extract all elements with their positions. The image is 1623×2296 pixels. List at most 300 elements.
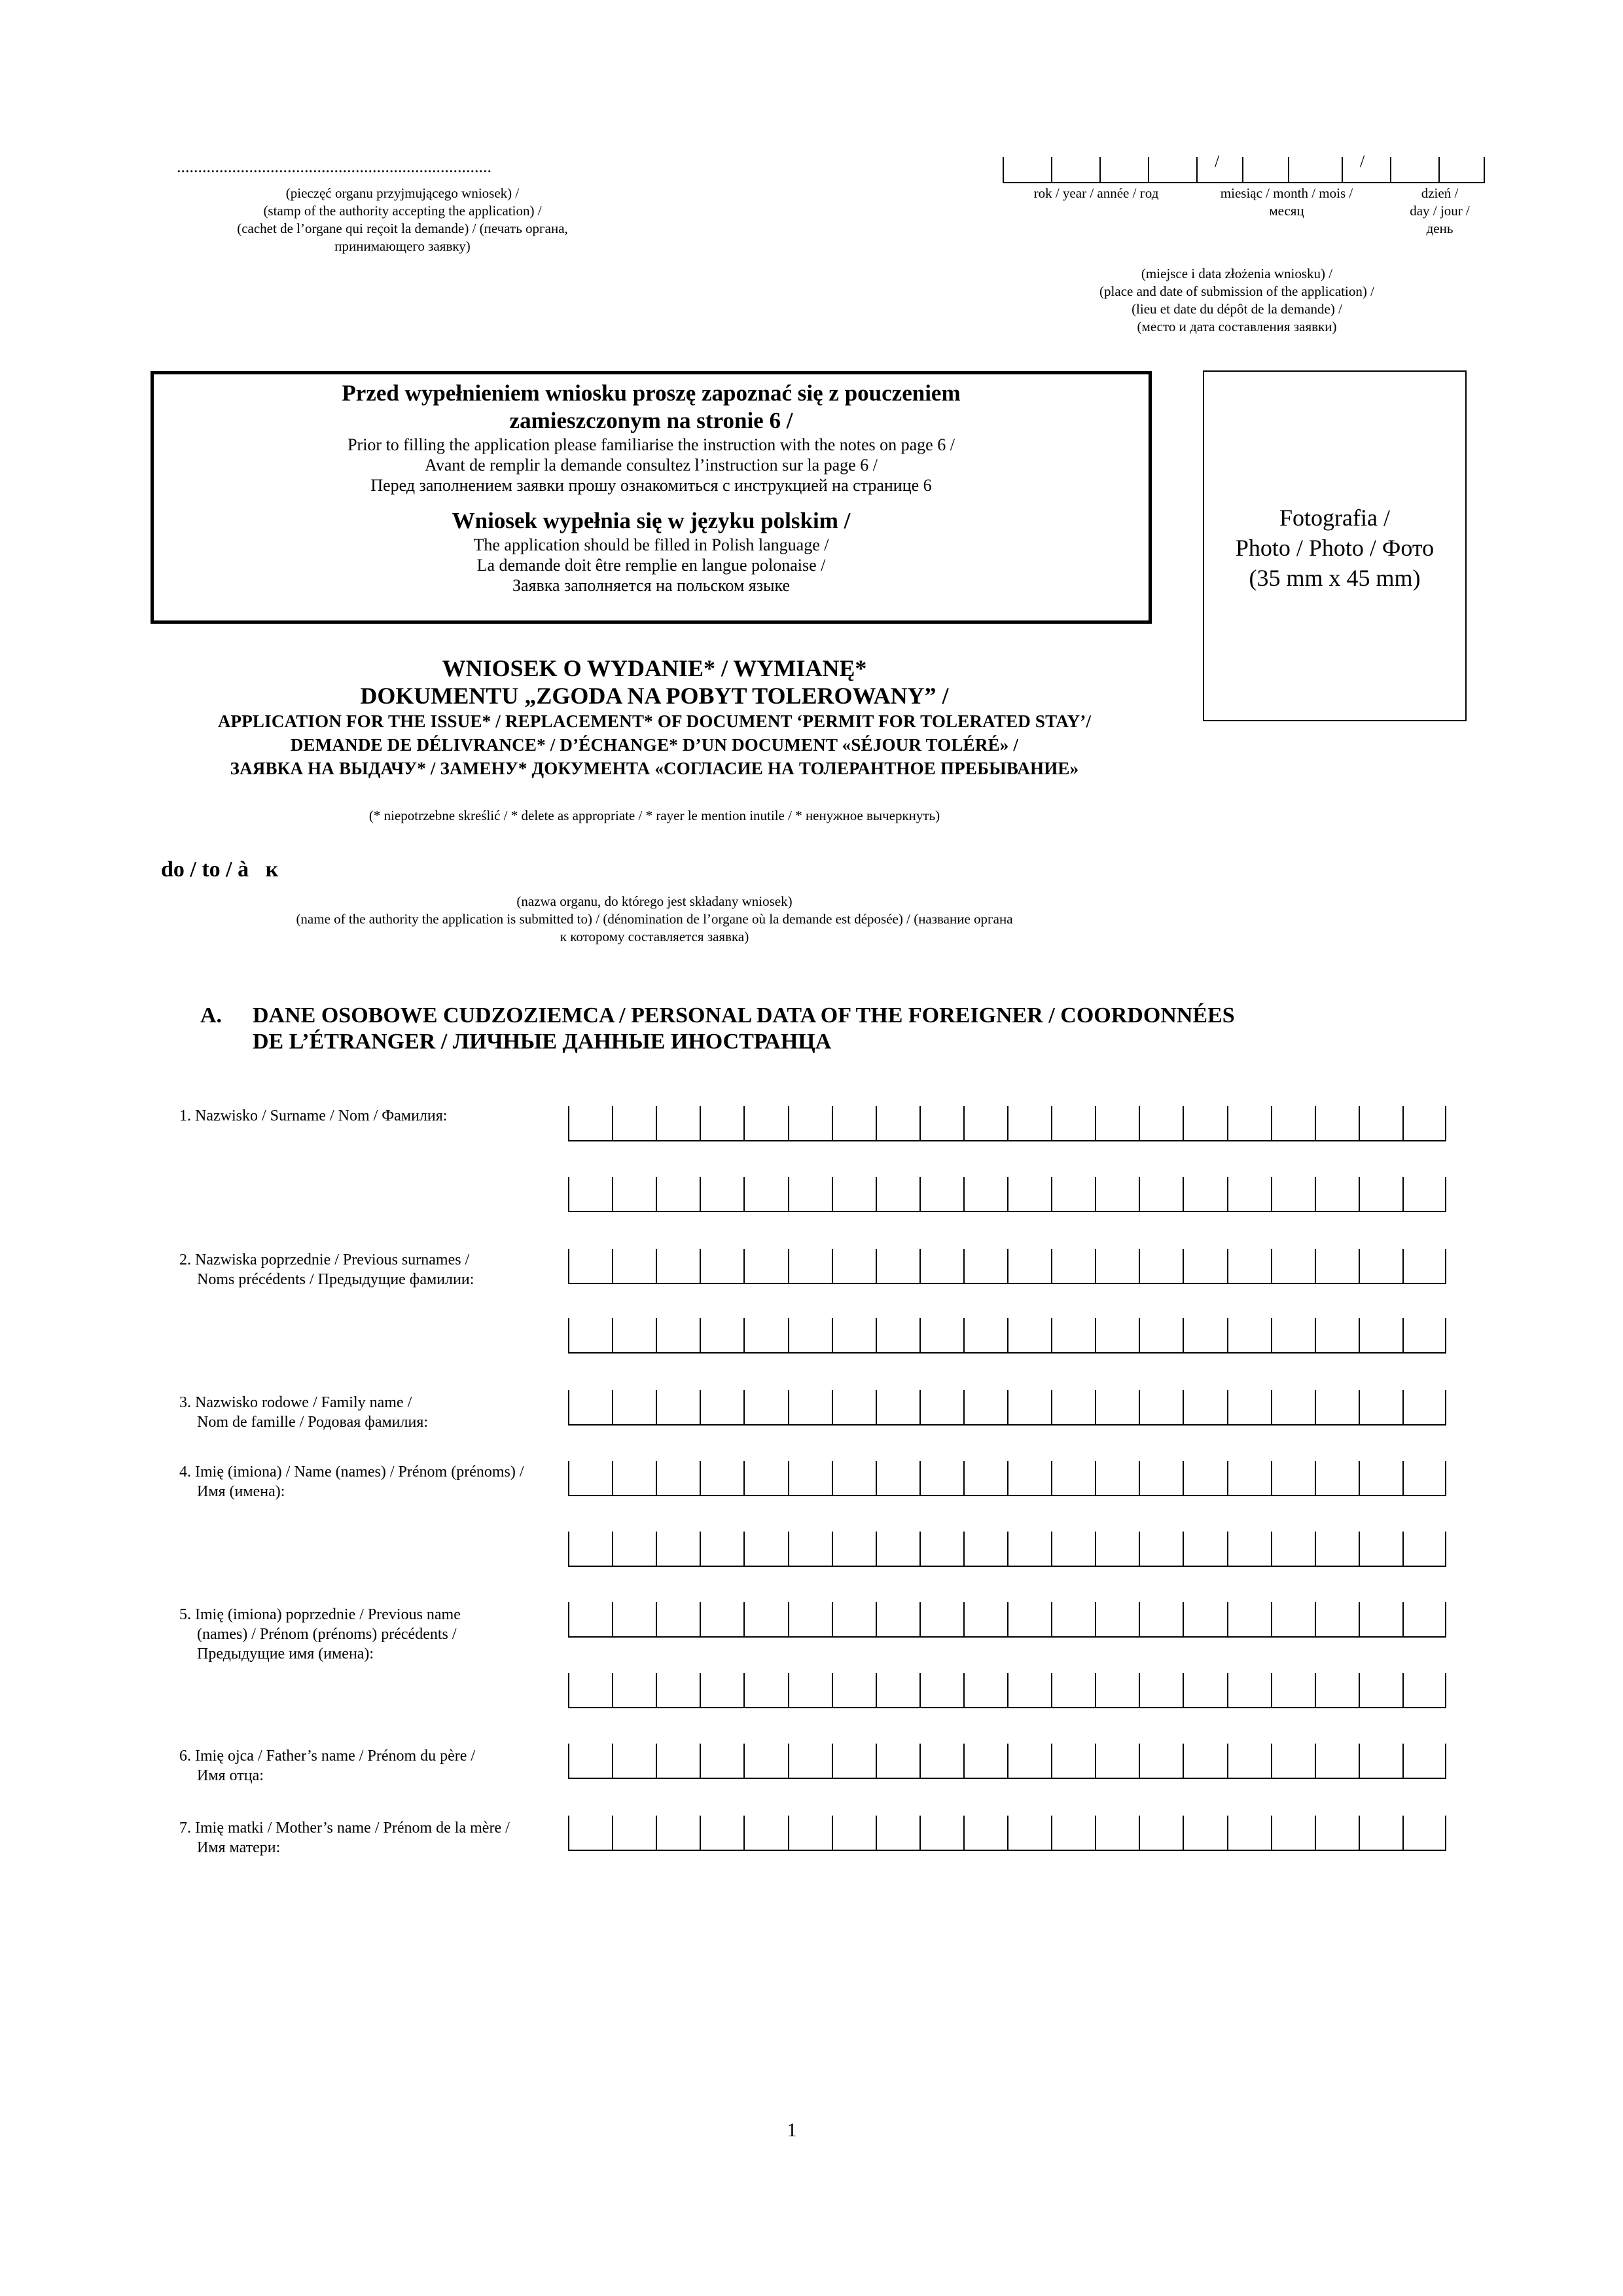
place-caption-line: (место и дата составления заявки) bbox=[1137, 319, 1337, 334]
char-cell-divider bbox=[1445, 1106, 1446, 1140]
instruction-line: Перед заполнением заявки прошу ознакомиться с инструкцией на странице 6 bbox=[370, 476, 932, 495]
char-cell-divider bbox=[1315, 1106, 1316, 1140]
surname-input-row-2[interactable] bbox=[568, 1177, 1446, 1212]
char-cell-divider bbox=[876, 1390, 877, 1424]
instruction-heading: Przed wypełnieniem wniosku proszę zapoznać się z pouczeniem bbox=[342, 380, 961, 406]
instruction-box bbox=[151, 371, 1152, 624]
char-cell-divider bbox=[743, 1177, 745, 1211]
char-cell-divider bbox=[656, 1390, 657, 1424]
place-caption-line: (miejsce i data złożenia wniosku) / bbox=[1141, 266, 1333, 281]
photo-caption bbox=[1204, 503, 1465, 593]
char-cell-divider bbox=[1095, 1249, 1096, 1283]
title-line: APPLICATION FOR THE ISSUE* / REPLACEMENT* OF DOCUMENT ‘PERMIT FOR TOLERATED STAY’/ bbox=[217, 711, 1092, 731]
names-input-row-2[interactable] bbox=[568, 1532, 1446, 1567]
char-cell-divider bbox=[656, 1602, 657, 1636]
char-cell-divider bbox=[919, 1318, 921, 1352]
char-cell-divider bbox=[1359, 1106, 1360, 1140]
char-cell-divider bbox=[1183, 1673, 1184, 1707]
char-cell-divider bbox=[1095, 1461, 1096, 1495]
char-cell-divider bbox=[743, 1318, 745, 1352]
char-cell-divider bbox=[568, 1744, 569, 1778]
date-baseline bbox=[1003, 157, 1485, 183]
field-label-line: Имя матери: bbox=[197, 1839, 281, 1856]
char-cell-divider bbox=[832, 1744, 833, 1778]
stamp-caption-line: принимающего заявку) bbox=[334, 238, 471, 254]
authority-caption-line: к которому составляется заявка) bbox=[560, 929, 749, 944]
place-caption bbox=[1034, 265, 1440, 336]
char-cell-divider bbox=[1183, 1602, 1184, 1636]
date-label-month-line: месяц bbox=[1269, 203, 1304, 219]
char-cell-divider bbox=[1315, 1390, 1316, 1424]
char-cell-divider bbox=[876, 1177, 877, 1211]
char-cell-divider bbox=[1402, 1461, 1404, 1495]
char-cell-divider bbox=[1445, 1390, 1446, 1424]
char-cell-divider bbox=[1271, 1106, 1272, 1140]
title-line: DOKUMENTU „ZGODA NA POBYT TOLEROWANY” / bbox=[360, 683, 949, 709]
date-slash-2: / bbox=[1360, 152, 1365, 171]
char-cell-divider bbox=[1051, 1318, 1052, 1352]
char-cell-divider bbox=[1315, 1816, 1316, 1850]
section-a-letter: A. bbox=[200, 1003, 223, 1028]
char-cell-divider bbox=[1051, 1461, 1052, 1495]
char-cell-divider bbox=[1139, 1390, 1140, 1424]
char-cell-divider bbox=[743, 1461, 745, 1495]
char-cell-divider bbox=[743, 1390, 745, 1424]
field-label-surname bbox=[179, 1106, 447, 1126]
char-cell-divider bbox=[700, 1177, 701, 1211]
char-cell-divider bbox=[1359, 1177, 1360, 1211]
stamp-caption bbox=[177, 185, 628, 255]
char-cell-divider bbox=[1183, 1744, 1184, 1778]
char-cell-divider bbox=[1402, 1318, 1404, 1352]
title-line: DEMANDE DE DÉLIVRANCE* / D’ÉCHANGE* D’UN DOCUMENT «SÉJOUR TOLÉRÉ» / bbox=[290, 735, 1019, 755]
char-cell-divider bbox=[1007, 1177, 1008, 1211]
char-cell-divider bbox=[1315, 1249, 1316, 1283]
char-cell-divider bbox=[963, 1673, 965, 1707]
char-cell-divider bbox=[1095, 1106, 1096, 1140]
field-label-mothers-name bbox=[179, 1818, 510, 1857]
char-cell-divider bbox=[1183, 1390, 1184, 1424]
char-cell-divider bbox=[1139, 1249, 1140, 1283]
char-cell-divider bbox=[1183, 1177, 1184, 1211]
date-cell-divider bbox=[1438, 157, 1440, 182]
field-label-line: 6. Imię ojca / Father’s name / Prénom du père / bbox=[179, 1748, 476, 1765]
field-label-line: 7. Imię matki / Mother’s name / Prénom de la mère / bbox=[179, 1820, 510, 1837]
char-cell-divider bbox=[568, 1390, 569, 1424]
char-cell-divider bbox=[1183, 1461, 1184, 1495]
char-cell-divider bbox=[1051, 1673, 1052, 1707]
char-cell-divider bbox=[1402, 1744, 1404, 1778]
char-cell-divider bbox=[1227, 1673, 1228, 1707]
date-label-day-line: dzień / bbox=[1421, 185, 1459, 201]
char-cell-divider bbox=[1402, 1177, 1404, 1211]
char-cell-divider bbox=[656, 1177, 657, 1211]
char-cell-divider bbox=[1139, 1318, 1140, 1352]
char-cell-divider bbox=[788, 1816, 789, 1850]
char-cell-divider bbox=[1051, 1602, 1052, 1636]
char-cell-divider bbox=[1359, 1673, 1360, 1707]
instruction-line: Prior to filling the application please familiarise the instruction with the notes on page 6 / bbox=[348, 435, 955, 454]
char-cell-divider bbox=[1183, 1106, 1184, 1140]
char-cell-divider bbox=[700, 1106, 701, 1140]
field-label-line: Nom de famille / Родовая фамилия: bbox=[197, 1414, 429, 1431]
char-cell-divider bbox=[1227, 1249, 1228, 1283]
field-label-family-name bbox=[179, 1393, 428, 1432]
surname-input-row-1[interactable] bbox=[568, 1106, 1446, 1141]
fathers-name-input-row[interactable] bbox=[568, 1744, 1446, 1779]
char-cell-divider bbox=[963, 1390, 965, 1424]
char-cell-divider bbox=[963, 1106, 965, 1140]
char-cell-divider bbox=[568, 1318, 569, 1352]
char-cell-divider bbox=[743, 1816, 745, 1850]
delete-note: (* niepotrzebne skreślić / * delete as appropriate / * rayer le mention inutile / * ненужное вычеркнуть) bbox=[368, 808, 940, 823]
char-cell-divider bbox=[832, 1177, 833, 1211]
char-cell-divider bbox=[919, 1744, 921, 1778]
char-cell-divider bbox=[963, 1532, 965, 1566]
char-cell-divider bbox=[700, 1249, 701, 1283]
char-cell-divider bbox=[1271, 1249, 1272, 1283]
char-cell-divider bbox=[1227, 1390, 1228, 1424]
char-cell-divider bbox=[876, 1602, 877, 1636]
char-cell-divider bbox=[1227, 1318, 1228, 1352]
char-cell-divider bbox=[743, 1602, 745, 1636]
stamp-dots: .......................................................................... bbox=[177, 157, 491, 176]
char-cell-divider bbox=[1007, 1602, 1008, 1636]
place-caption-line: (lieu et date du dépôt de la demande) / bbox=[1132, 301, 1342, 317]
application-title bbox=[118, 655, 1191, 780]
char-cell-divider bbox=[1445, 1816, 1446, 1850]
char-cell-divider bbox=[656, 1673, 657, 1707]
char-cell-divider bbox=[1445, 1532, 1446, 1566]
char-cell-divider bbox=[1183, 1816, 1184, 1850]
char-cell-divider bbox=[832, 1602, 833, 1636]
char-cell-divider bbox=[612, 1532, 613, 1566]
char-cell-divider bbox=[1095, 1602, 1096, 1636]
date-label-day-line: day / jour / bbox=[1410, 203, 1470, 219]
char-cell-divider bbox=[743, 1532, 745, 1566]
date-cell-divider bbox=[1196, 157, 1198, 182]
char-cell-divider bbox=[1051, 1532, 1052, 1566]
char-cell-divider bbox=[1139, 1106, 1140, 1140]
char-cell-divider bbox=[963, 1177, 965, 1211]
char-cell-divider bbox=[963, 1602, 965, 1636]
date-cell-divider bbox=[1148, 157, 1149, 182]
char-cell-divider bbox=[1227, 1744, 1228, 1778]
char-cell-divider bbox=[1183, 1532, 1184, 1566]
char-cell-divider bbox=[1007, 1390, 1008, 1424]
char-cell-divider bbox=[1007, 1461, 1008, 1495]
char-cell-divider bbox=[1402, 1673, 1404, 1707]
photo-caption-line: (35 mm x 45 mm) bbox=[1249, 565, 1421, 591]
char-cell-divider bbox=[1445, 1673, 1446, 1707]
char-cell-divider bbox=[1051, 1816, 1052, 1850]
char-cell-divider bbox=[1445, 1744, 1446, 1778]
char-cell-divider bbox=[1271, 1318, 1272, 1352]
char-cell-divider bbox=[788, 1106, 789, 1140]
date-right-edge bbox=[1484, 157, 1485, 182]
char-cell-divider bbox=[1139, 1532, 1140, 1566]
char-cell-divider bbox=[1095, 1816, 1096, 1850]
char-cell-divider bbox=[1139, 1177, 1140, 1211]
char-cell-divider bbox=[919, 1816, 921, 1850]
authority-caption-line: (name of the authority the application is submitted to) / (dénomination de l’organe où la demande est déposée) / (название органа bbox=[296, 911, 1013, 927]
char-cell-divider bbox=[1139, 1744, 1140, 1778]
language-line: La demande doit être remplie en langue polonaise / bbox=[476, 556, 826, 575]
char-cell-divider bbox=[1315, 1461, 1316, 1495]
char-cell-divider bbox=[788, 1532, 789, 1566]
char-cell-divider bbox=[568, 1106, 569, 1140]
char-cell-divider bbox=[743, 1106, 745, 1140]
char-cell-divider bbox=[1227, 1461, 1228, 1495]
date-label-day-line: день bbox=[1426, 221, 1454, 236]
date-slash-1: / bbox=[1215, 152, 1220, 171]
field-label-previous-surnames bbox=[179, 1250, 474, 1289]
char-cell-divider bbox=[568, 1461, 569, 1495]
char-cell-divider bbox=[568, 1249, 569, 1283]
section-a-title bbox=[253, 1003, 1431, 1055]
char-cell-divider bbox=[1271, 1390, 1272, 1424]
photo-caption-line: Fotografia / bbox=[1279, 505, 1390, 531]
char-cell-divider bbox=[919, 1390, 921, 1424]
char-cell-divider bbox=[700, 1602, 701, 1636]
stamp-caption-line: (pieczęć organu przyjmującego wniosek) / bbox=[285, 185, 520, 201]
char-cell-divider bbox=[963, 1249, 965, 1283]
char-cell-divider bbox=[1315, 1602, 1316, 1636]
char-cell-divider bbox=[568, 1673, 569, 1707]
char-cell-divider bbox=[1007, 1318, 1008, 1352]
char-cell-divider bbox=[1007, 1816, 1008, 1850]
char-cell-divider bbox=[1402, 1106, 1404, 1140]
mothers-name-input-row[interactable] bbox=[568, 1816, 1446, 1851]
char-cell-divider bbox=[1139, 1602, 1140, 1636]
char-cell-divider bbox=[1051, 1249, 1052, 1283]
char-cell-divider bbox=[743, 1673, 745, 1707]
char-cell-divider bbox=[1445, 1461, 1446, 1495]
char-cell-divider bbox=[788, 1318, 789, 1352]
char-cell-divider bbox=[612, 1461, 613, 1495]
stamp-caption-line: (stamp of the authority accepting the application) / bbox=[263, 203, 542, 219]
char-cell-divider bbox=[919, 1106, 921, 1140]
char-cell-divider bbox=[1095, 1390, 1096, 1424]
char-cell-divider bbox=[919, 1249, 921, 1283]
char-cell-divider bbox=[1402, 1816, 1404, 1850]
char-cell-divider bbox=[919, 1177, 921, 1211]
char-cell-divider bbox=[1139, 1816, 1140, 1850]
char-cell-divider bbox=[1095, 1177, 1096, 1211]
char-cell-divider bbox=[568, 1177, 569, 1211]
date-cell-divider bbox=[1342, 157, 1343, 182]
char-cell-divider bbox=[1095, 1744, 1096, 1778]
char-cell-divider bbox=[1271, 1744, 1272, 1778]
char-cell-divider bbox=[832, 1249, 833, 1283]
char-cell-divider bbox=[832, 1816, 833, 1850]
char-cell-divider bbox=[1007, 1673, 1008, 1707]
field-label-line: 3. Nazwisko rodowe / Family name / bbox=[179, 1394, 412, 1411]
char-cell-divider bbox=[1359, 1390, 1360, 1424]
char-cell-divider bbox=[1315, 1318, 1316, 1352]
char-cell-divider bbox=[1402, 1602, 1404, 1636]
char-cell-divider bbox=[1359, 1249, 1360, 1283]
section-a-title-line: DANE OSOBOWE CUDZOZIEMCA / PERSONAL DATA OF THE FOREIGNER / COORDONNÉES bbox=[253, 1003, 1235, 1028]
authority-label: do / to / à к bbox=[161, 857, 279, 882]
char-cell-divider bbox=[656, 1318, 657, 1352]
char-cell-divider bbox=[788, 1602, 789, 1636]
char-cell-divider bbox=[1007, 1106, 1008, 1140]
char-cell-divider bbox=[832, 1318, 833, 1352]
char-cell-divider bbox=[1359, 1461, 1360, 1495]
date-cell-divider bbox=[1003, 157, 1004, 182]
char-cell-divider bbox=[700, 1532, 701, 1566]
char-cell-divider bbox=[743, 1744, 745, 1778]
char-cell-divider bbox=[1359, 1744, 1360, 1778]
char-cell-divider bbox=[700, 1461, 701, 1495]
char-cell-divider bbox=[788, 1673, 789, 1707]
char-cell-divider bbox=[1445, 1177, 1446, 1211]
field-label-line: Предыдущие имя (имена): bbox=[197, 1645, 374, 1662]
char-cell-divider bbox=[963, 1318, 965, 1352]
char-cell-divider bbox=[1445, 1602, 1446, 1636]
date-label-month-line: miesiąc / month / mois / bbox=[1220, 185, 1353, 201]
date-label-month bbox=[1208, 185, 1365, 220]
char-cell-divider bbox=[788, 1249, 789, 1283]
char-cell-divider bbox=[1402, 1532, 1404, 1566]
title-line: ЗАЯВКА НА ВЫДАЧУ* / ЗАМЕНУ* ДОКУМЕНТА «СОГЛАСИЕ НА ТОЛЕРАНТНОЕ ПРЕБЫВАНИЕ» bbox=[230, 759, 1079, 778]
field-label-previous-names bbox=[179, 1605, 461, 1664]
char-cell-divider bbox=[612, 1673, 613, 1707]
field-label-line: Noms précédents / Предыдущие фамилии: bbox=[197, 1271, 474, 1288]
char-cell-divider bbox=[1315, 1532, 1316, 1566]
char-cell-divider bbox=[788, 1390, 789, 1424]
char-cell-divider bbox=[1139, 1461, 1140, 1495]
char-cell-divider bbox=[1359, 1816, 1360, 1850]
char-cell-divider bbox=[743, 1249, 745, 1283]
photo-caption-line: Photo / Photo / Фото bbox=[1235, 535, 1435, 561]
char-cell-divider bbox=[832, 1532, 833, 1566]
char-cell-divider bbox=[1007, 1532, 1008, 1566]
char-cell-divider bbox=[1271, 1673, 1272, 1707]
char-cell-divider bbox=[1227, 1602, 1228, 1636]
char-cell-divider bbox=[612, 1318, 613, 1352]
char-cell-divider bbox=[1359, 1532, 1360, 1566]
char-cell-divider bbox=[656, 1532, 657, 1566]
char-cell-divider bbox=[1359, 1602, 1360, 1636]
char-cell-divider bbox=[876, 1816, 877, 1850]
char-cell-divider bbox=[1095, 1673, 1096, 1707]
field-label-line: 4. Imię (imiona) / Name (names) / Prénom (prénoms) / bbox=[179, 1463, 524, 1480]
date-label-year: rok / year / année / год bbox=[1033, 185, 1159, 201]
char-cell-divider bbox=[1315, 1177, 1316, 1211]
char-cell-divider bbox=[1095, 1532, 1096, 1566]
char-cell-divider bbox=[1402, 1249, 1404, 1283]
char-cell-divider bbox=[919, 1461, 921, 1495]
char-cell-divider bbox=[656, 1816, 657, 1850]
char-cell-divider bbox=[876, 1106, 877, 1140]
photo-box[interactable] bbox=[1203, 370, 1467, 721]
char-cell-divider bbox=[700, 1318, 701, 1352]
char-cell-divider bbox=[568, 1602, 569, 1636]
date-cell-divider bbox=[1288, 157, 1289, 182]
previous-surnames-input-row-1[interactable] bbox=[568, 1249, 1446, 1284]
char-cell-divider bbox=[1007, 1744, 1008, 1778]
char-cell-divider bbox=[1445, 1249, 1446, 1283]
date-cell-divider bbox=[1099, 157, 1101, 182]
language-line: Заявка заполняется на польском языке bbox=[512, 576, 791, 595]
char-cell-divider bbox=[876, 1673, 877, 1707]
char-cell-divider bbox=[1359, 1318, 1360, 1352]
char-cell-divider bbox=[788, 1461, 789, 1495]
field-label-line: 5. Imię (imiona) poprzednie / Previous name bbox=[179, 1606, 461, 1623]
char-cell-divider bbox=[656, 1249, 657, 1283]
place-caption-line: (place and date of submission of the application) / bbox=[1099, 283, 1374, 299]
char-cell-divider bbox=[919, 1673, 921, 1707]
char-cell-divider bbox=[1139, 1673, 1140, 1707]
char-cell-divider bbox=[700, 1816, 701, 1850]
char-cell-divider bbox=[568, 1816, 569, 1850]
char-cell-divider bbox=[1271, 1461, 1272, 1495]
page-number: 1 bbox=[787, 2119, 797, 2141]
char-cell-divider bbox=[612, 1390, 613, 1424]
char-cell-divider bbox=[1227, 1177, 1228, 1211]
field-label-line: 1. Nazwisko / Surname / Nom / Фамилия: bbox=[179, 1107, 448, 1124]
instruction-line: Avant de remplir la demande consultez l’instruction sur la page 6 / bbox=[425, 456, 878, 475]
char-cell-divider bbox=[700, 1673, 701, 1707]
char-cell-divider bbox=[1051, 1106, 1052, 1140]
date-cell-divider bbox=[1051, 157, 1052, 182]
char-cell-divider bbox=[963, 1744, 965, 1778]
language-line: The application should be filled in Polish language / bbox=[473, 535, 829, 554]
language-heading: Wniosek wypełnia się w języku polskim / bbox=[452, 508, 851, 533]
section-a-title-line: DE L’ÉTRANGER / ЛИЧНЫЕ ДАННЫЕ ИНОСТРАНЦА bbox=[253, 1030, 832, 1054]
char-cell-divider bbox=[1183, 1318, 1184, 1352]
date-cell-divider bbox=[1390, 157, 1391, 182]
char-cell-divider bbox=[1095, 1318, 1096, 1352]
names-input-row-1[interactable] bbox=[568, 1461, 1446, 1496]
char-cell-divider bbox=[612, 1816, 613, 1850]
char-cell-divider bbox=[832, 1673, 833, 1707]
char-cell-divider bbox=[656, 1744, 657, 1778]
char-cell-divider bbox=[832, 1106, 833, 1140]
char-cell-divider bbox=[919, 1532, 921, 1566]
char-cell-divider bbox=[1051, 1744, 1052, 1778]
char-cell-divider bbox=[612, 1602, 613, 1636]
char-cell-divider bbox=[1315, 1744, 1316, 1778]
char-cell-divider bbox=[963, 1461, 965, 1495]
field-label-line: 2. Nazwiska poprzednie / Previous surnames / bbox=[179, 1251, 470, 1268]
char-cell-divider bbox=[832, 1461, 833, 1495]
char-cell-divider bbox=[568, 1532, 569, 1566]
field-label-fathers-name bbox=[179, 1746, 475, 1785]
char-cell-divider bbox=[1051, 1177, 1052, 1211]
instruction-heading: zamieszczonym na stronie 6 / bbox=[509, 408, 793, 433]
field-label-line: Имя отца: bbox=[197, 1767, 264, 1784]
char-cell-divider bbox=[656, 1461, 657, 1495]
family-name-input-row[interactable] bbox=[568, 1390, 1446, 1426]
authority-caption-line: (nazwa organu, do którego jest składany wniosek) bbox=[516, 893, 793, 909]
char-cell-divider bbox=[612, 1106, 613, 1140]
char-cell-divider bbox=[1402, 1390, 1404, 1424]
char-cell-divider bbox=[1271, 1816, 1272, 1850]
previous-names-input-row-2[interactable] bbox=[568, 1673, 1446, 1708]
char-cell-divider bbox=[1227, 1816, 1228, 1850]
char-cell-divider bbox=[876, 1744, 877, 1778]
field-label-line: (names) / Prénom (prénoms) précédents / bbox=[197, 1626, 457, 1643]
char-cell-divider bbox=[832, 1390, 833, 1424]
field-label-line: Имя (имена): bbox=[197, 1483, 285, 1500]
char-cell-divider bbox=[656, 1106, 657, 1140]
char-cell-divider bbox=[1227, 1106, 1228, 1140]
previous-surnames-input-row-2[interactable] bbox=[568, 1318, 1446, 1354]
previous-names-input-row-1[interactable] bbox=[568, 1602, 1446, 1638]
